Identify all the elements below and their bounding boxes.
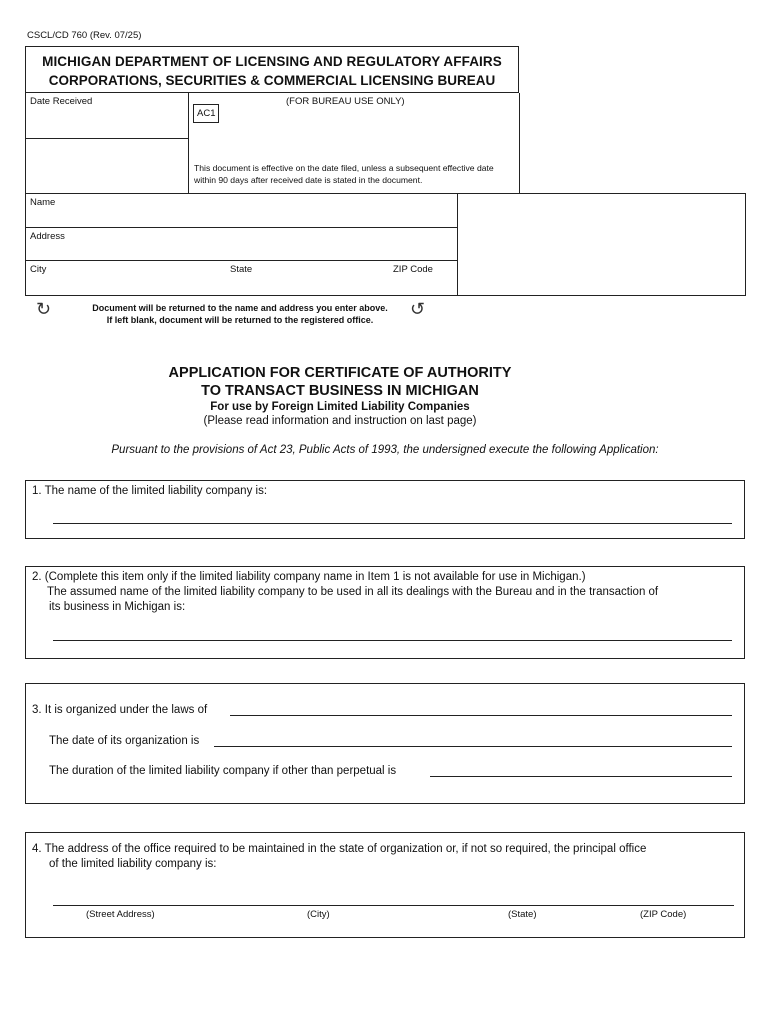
city-label: (City)	[307, 909, 330, 920]
return-note-line: Document will be returned to the name and address you enter above.	[92, 303, 388, 313]
address-label: Address	[30, 231, 65, 242]
date-received-field[interactable]	[25, 93, 189, 139]
item-2-text: 2. (Complete this item only if the limited liability company name in Item 1 is not available for use in Michigan.)	[32, 571, 586, 583]
item-2-text: The assumed name of the limited liability company to be used in all its dealings with the Bureau and in the transaction of	[47, 586, 659, 598]
return-note-line: If left blank, document will be returned to the registered office.	[106, 315, 374, 325]
divider	[25, 260, 458, 261]
assumed-name-input[interactable]	[53, 640, 732, 641]
zip-code-label: (ZIP Code)	[640, 909, 687, 920]
divider	[25, 227, 458, 228]
bureau-use-label: (FOR BUREAU USE ONLY)	[286, 96, 405, 107]
office-address-input[interactable]	[53, 905, 734, 906]
item-3-text: 3. It is organized under the laws of	[32, 704, 208, 716]
date-received-label: Date Received	[30, 96, 93, 107]
bureau-name: CORPORATIONS, SECURITIES & COMMERCIAL LICENSING BUREAU	[48, 73, 496, 88]
llc-name-input[interactable]	[53, 523, 732, 524]
ac1-code: AC1	[193, 104, 219, 123]
effective-date-note: This document is effective on the date filed, unless a subsequent effective date within 90 days after received date is stated in the document.	[194, 163, 494, 185]
form-number: CSCL/CD 760 (Rev. 07/25)	[27, 30, 142, 41]
agency-header	[25, 46, 519, 93]
pursuant-statement: Pursuant to the provisions of Act 23, Public Acts of 1993, the undersigned execute the following Application:	[111, 444, 659, 456]
street-address-label: (Street Address)	[86, 909, 155, 920]
organization-date-input[interactable]	[214, 746, 732, 747]
item-4-text: of the limited liability company is:	[49, 858, 217, 870]
instruction-note: (Please read information and instruction on last page)	[203, 415, 477, 427]
item-1-text: 1. The name of the limited liability company is:	[32, 485, 268, 497]
name-field[interactable]	[26, 197, 456, 227]
return-arrow-icon: ↻	[36, 299, 52, 319]
item-4-text: 4. The address of the office required to be maintained in the state of organization or, if not so required, the principal office	[32, 843, 647, 855]
form-title-line2: TO TRANSACT BUSINESS IN MICHIGAN	[201, 383, 479, 399]
organization-laws-input[interactable]	[230, 715, 732, 716]
city-label: City	[30, 264, 47, 275]
state-label: (State)	[508, 909, 537, 920]
office-blank-box	[25, 139, 189, 194]
address-field[interactable]	[26, 231, 456, 259]
name-label: Name	[30, 197, 56, 208]
item-3-text: The date of its organization is	[49, 735, 200, 747]
return-arrow-icon: ↺	[410, 299, 426, 319]
department-name: MICHIGAN DEPARTMENT OF LICENSING AND REGULATORY AFFAIRS	[42, 54, 502, 69]
state-label: State	[230, 264, 253, 275]
zip-label: ZIP Code	[393, 264, 433, 275]
duration-input[interactable]	[430, 776, 732, 777]
item-2-text: its business in Michigan is:	[49, 601, 186, 613]
city-state-zip-field[interactable]	[26, 262, 456, 294]
return-note	[60, 302, 420, 326]
return-address-side-box	[457, 193, 746, 296]
form-subtitle: For use by Foreign Limited Liability Companies	[210, 401, 470, 413]
item-3-text: The duration of the limited liability company if other than perpetual is	[49, 765, 397, 777]
form-title: APPLICATION FOR CERTIFICATE OF AUTHORITY	[168, 365, 512, 381]
